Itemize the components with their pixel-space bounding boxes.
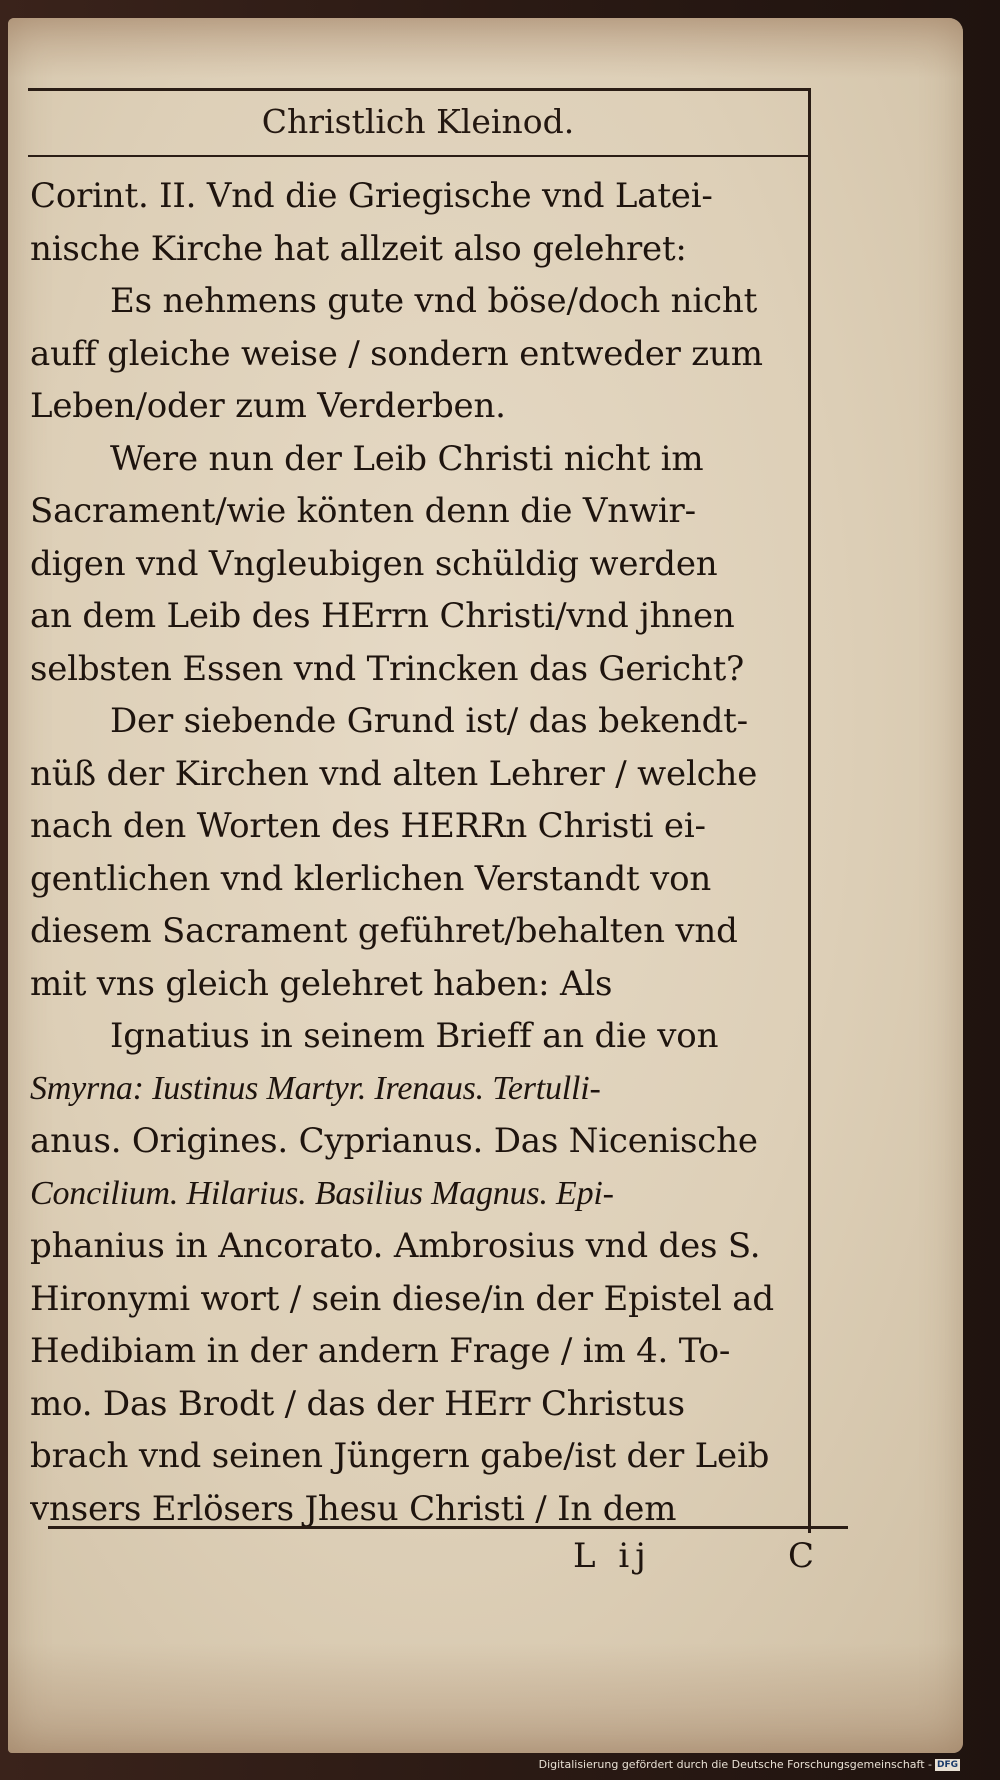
text-line: phanius in Ancorato. Ambrosius vnd des S. bbox=[30, 1226, 761, 1266]
text-line: mo. Das Brodt / das der HErr Christus bbox=[30, 1383, 685, 1424]
signature-mark: L ij bbox=[573, 1536, 652, 1576]
text-line: nach den Worten des HERRn Christi ei- bbox=[30, 806, 706, 846]
book-page bbox=[8, 18, 963, 1753]
text-line: brach vnd seinen Jüngern gabe/ist der Leib bbox=[30, 1436, 770, 1476]
text-line: an dem Leib des HErrn Christi/vnd jhnen bbox=[30, 596, 735, 636]
text-line: gentlichen vnd klerlichen Verstandt von bbox=[30, 858, 712, 899]
text-line: Sacrament/wie könten denn die Vnwir- bbox=[30, 491, 696, 531]
text-line: Corint. II. Vnd die Griegische vnd Latei- bbox=[30, 176, 713, 216]
header-rule-top bbox=[28, 88, 808, 91]
credit-text: Digitalisierung gefördert durch die Deutsche Forschungsgemeinschaft - bbox=[538, 1758, 932, 1771]
text-line: auff gleiche weise / sondern entweder zum bbox=[30, 333, 763, 374]
text-line: diesem Sacrament geführet/behalten vnd bbox=[30, 911, 738, 951]
text-line: Leben/oder zum Verderben. bbox=[30, 386, 506, 426]
catchword: C bbox=[788, 1536, 815, 1576]
text-line: nische Kirche hat allzeit also gelehret: bbox=[30, 228, 687, 269]
digitization-credit bbox=[539, 1758, 960, 1771]
running-head: Christlich Kleinod. bbox=[261, 102, 575, 141]
body-text bbox=[30, 170, 808, 1535]
text-line: vnsers Erlösers Jhesu Christi / In dem bbox=[30, 1488, 677, 1529]
page-stain-top bbox=[8, 18, 963, 78]
dfg-logo: DFG bbox=[936, 1759, 958, 1770]
text-line: Concilium. Hilarius. Basilius Magnus. Epi- bbox=[30, 1174, 614, 1212]
text-line: Were nun der Leib Christi nicht im bbox=[110, 438, 704, 479]
text-line: selbsten Essen vnd Trincken das Gericht? bbox=[30, 648, 745, 689]
page-stain-bottom bbox=[8, 1643, 963, 1753]
text-line: anus. Origines. Cyprianus. Das Nicenische bbox=[30, 1121, 758, 1161]
text-line: mit vns gleich gelehret haben: Als bbox=[30, 963, 613, 1004]
text-line: Smyrna: Iustinus Martyr. Irenaus. Tertulli- bbox=[30, 1069, 601, 1107]
footer-rule bbox=[48, 1526, 848, 1529]
text-line: nüß der Kirchen vnd alten Lehrer / welche bbox=[30, 753, 758, 794]
text-line: Es nehmens gute vnd böse/doch nicht bbox=[110, 281, 758, 321]
text-line: digen vnd Vngleubigen schüldig werden bbox=[30, 543, 718, 584]
text-line: Hironymi wort / sein diese/in der Epistel ad bbox=[30, 1278, 774, 1319]
text-line: Der siebende Grund ist/ das bekendt- bbox=[110, 701, 748, 741]
header-rule-bottom bbox=[28, 155, 808, 157]
text-line: Ignatius in seinem Brieff an die von bbox=[110, 1016, 719, 1056]
text-line: Hedibiam in der andern Frage / im 4. To- bbox=[30, 1331, 731, 1371]
